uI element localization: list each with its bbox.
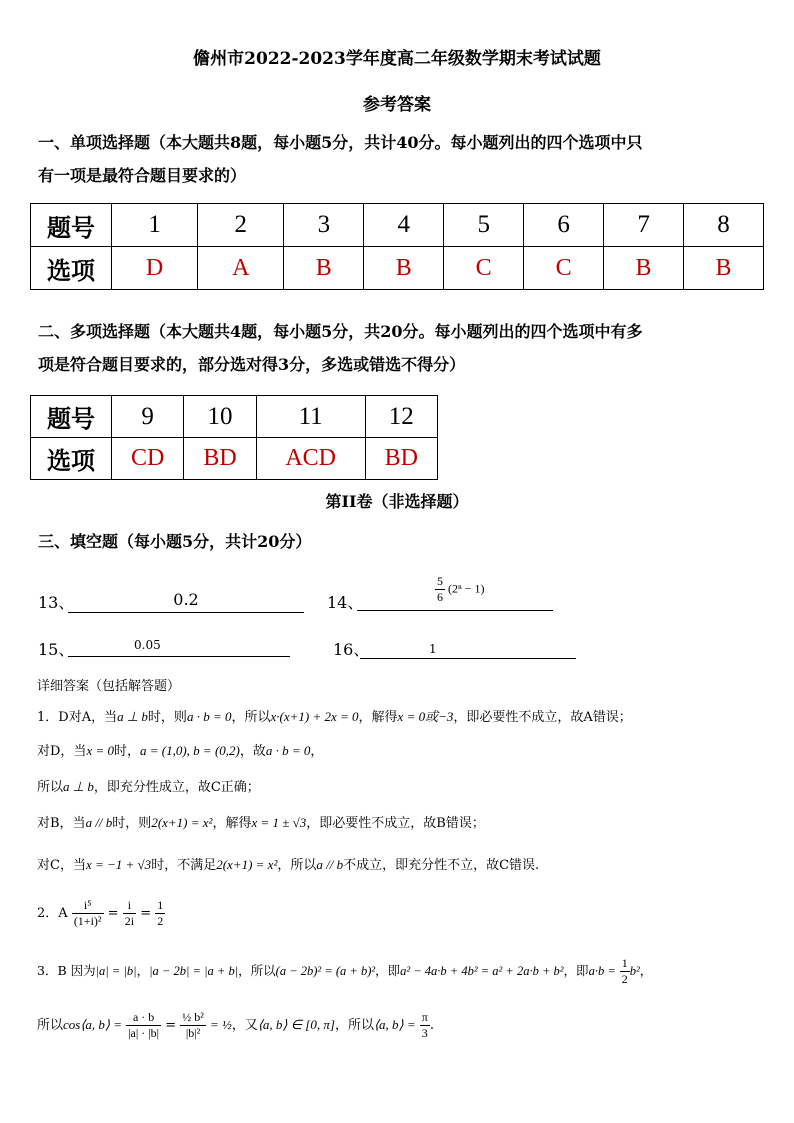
question-number: 4 <box>364 204 444 247</box>
section3-heading: 三、填空题（每小题5分，共计20分） <box>38 532 312 551</box>
fraction-numerator: a · b <box>126 1010 161 1026</box>
fraction <box>620 956 630 987</box>
answer-choice: BD <box>184 438 256 480</box>
fill-answer-16-value: 1 <box>429 642 437 656</box>
section1-heading-line1: 一、单项选择题（本大题共8题，每小题5分，共计40分。每小题列出的四个选项中只 <box>38 133 643 152</box>
fraction-numerator: ½ b² <box>182 1010 204 1024</box>
text: 不成立，即充分性不立，故C错误. <box>343 858 540 873</box>
answer-choice: B <box>604 247 684 290</box>
section1-answer-table <box>30 203 764 290</box>
text: 对B，当 <box>37 816 86 831</box>
question-number: 8 <box>684 204 764 247</box>
text: 1．D对A，当 <box>37 710 118 725</box>
comma: ， <box>639 963 653 978</box>
detail-line-8 <box>37 1010 767 1041</box>
text: ，所以 <box>277 858 317 873</box>
section1-heading <box>38 126 763 192</box>
answer-choice: BD <box>365 438 437 480</box>
equation: a // b <box>316 857 344 872</box>
equation: a // b <box>85 815 113 830</box>
fraction <box>126 1010 161 1041</box>
text: ，解得 <box>358 710 398 725</box>
section2-answer-table <box>30 395 438 480</box>
text: ，所以 <box>231 710 271 725</box>
expression: (2ⁿ − 1) <box>448 581 485 596</box>
fill-answer-14-expr <box>435 574 485 605</box>
equation: (a − 2b)² = (a + b)² <box>275 964 376 978</box>
text: ，又 <box>231 1018 258 1033</box>
equation: cos⟨a, b⟩ = <box>63 1017 123 1032</box>
fraction-numerator: π <box>421 1010 428 1024</box>
detail-line-6 <box>37 898 767 929</box>
text: 3．B 因为 <box>37 963 96 978</box>
text: ， <box>136 963 150 978</box>
fill-answer-15-value: 0.05 <box>134 638 161 652</box>
equation: 2(x+1) = x² <box>151 815 213 830</box>
fill-label-15: 15、 <box>38 640 75 659</box>
section2-answer-row <box>31 438 438 480</box>
section1-number-row <box>31 204 764 247</box>
equation: ⟨a, b⟩ ∈ [0, π] <box>257 1017 335 1032</box>
detail-line-3 <box>37 776 767 795</box>
page-title: 儋州市2022-2023学年度高二年级数学期末考试试题 <box>193 49 601 69</box>
fraction <box>180 1010 206 1041</box>
fraction-denominator: 6 <box>437 590 443 604</box>
equation: x = 0或−3 <box>397 709 454 724</box>
equation: a·b = <box>588 964 616 978</box>
equation: b² <box>629 964 640 978</box>
equation: a = (1,0), b = (0,2) <box>140 743 240 758</box>
answer-choice: B <box>284 247 364 290</box>
text: ，即充分性成立，故C正确； <box>93 780 260 795</box>
fraction-denominator: |a| · |b| <box>128 1026 160 1040</box>
fraction-numerator: 1 <box>157 898 164 912</box>
question-number: 9 <box>112 396 184 438</box>
row-label-answer: 选项 <box>31 438 112 480</box>
text: ，即 <box>563 963 589 978</box>
fill-answer-15 <box>68 634 290 657</box>
fraction-denominator: 3 <box>421 1026 428 1040</box>
page-subtitle: 参考答案 <box>363 95 431 115</box>
equals-sign: = <box>165 1018 177 1033</box>
detail-line-1 <box>37 706 767 725</box>
text: 2．A <box>37 906 68 921</box>
question-number: 10 <box>184 396 256 438</box>
text: ，即必要性不成立，故A错误； <box>453 710 632 725</box>
equation: = ½ <box>210 1017 232 1032</box>
equation: x·(x+1) + 2x = 0 <box>270 709 359 724</box>
equation: a ⊥ b <box>63 779 94 794</box>
fraction-numerator: 5 <box>437 574 443 588</box>
fill-label-16: 16、 <box>333 640 370 659</box>
text: ，即 <box>375 963 401 978</box>
section2-heading-line2: 项是符合题目要求的，部分选对得3分，多选或错选不得分） <box>38 355 466 374</box>
section2-number-row <box>31 396 438 438</box>
equation: a · b = 0 <box>186 709 232 724</box>
fill-label-13: 13、 <box>38 593 75 612</box>
answer-choice: B <box>364 247 444 290</box>
equation: a² − 4a·b + 4b² = a² + 2a·b + b² <box>400 964 564 978</box>
fraction <box>72 898 104 929</box>
equation: ⟨a, b⟩ = <box>373 1017 416 1032</box>
text: ，解得 <box>212 816 252 831</box>
text: 对C，当 <box>37 858 86 873</box>
text: ，故 <box>239 744 266 759</box>
equation: a ⊥ b <box>117 709 148 724</box>
question-number: 2 <box>198 204 284 247</box>
fraction-denominator: |b|² <box>185 1026 201 1040</box>
fraction-denominator: (1+i)² <box>73 914 102 928</box>
equation: x = −1 + √3 <box>85 857 152 872</box>
fraction-denominator: 2 <box>157 914 164 928</box>
equation: 2(x+1) = x² <box>216 857 278 872</box>
equation: x = 0 <box>86 743 114 758</box>
answer-choice: A <box>198 247 284 290</box>
row-label-number: 题号 <box>31 204 112 247</box>
text: 时，则 <box>147 710 187 725</box>
fraction-numerator: i <box>123 898 136 914</box>
fraction-denominator: 2i <box>124 914 135 928</box>
fill-label-14: 14、 <box>327 593 364 612</box>
answer-choice: C <box>444 247 524 290</box>
question-number: 6 <box>524 204 604 247</box>
text: 所以 <box>37 1018 64 1033</box>
text: 时，则 <box>112 816 152 831</box>
equals-sign: = <box>140 906 152 921</box>
answer-choice: D <box>112 247 198 290</box>
fraction <box>435 574 445 605</box>
fraction-denominator: 2 <box>621 972 628 986</box>
equation: x = 1 ± √3 <box>251 815 307 830</box>
fraction <box>123 898 136 929</box>
section2-heading-line1: 二、多项选择题（本大题共4题，每小题5分，共20分。每小题列出的四个选项中有多 <box>38 322 643 341</box>
text: ，即必要性不成立，故B错误； <box>306 816 485 831</box>
detail-line-5 <box>37 854 767 873</box>
fill-answer-14 <box>357 572 553 611</box>
answer-choice: B <box>684 247 764 290</box>
text: 时， <box>113 744 140 759</box>
question-number: 3 <box>284 204 364 247</box>
text: ，所以 <box>334 1018 374 1033</box>
equation: a · b = 0 <box>265 743 311 758</box>
detail-line-4 <box>37 812 767 831</box>
question-number: 11 <box>256 396 365 438</box>
section1-answer-row <box>31 247 764 290</box>
fraction <box>155 898 165 929</box>
text: 所以 <box>37 780 64 795</box>
text: 对D，当 <box>37 744 87 759</box>
equation: |a − 2b| = |a + b| <box>149 964 239 978</box>
equation: |a| = |b| <box>95 964 137 978</box>
section2-heading <box>38 315 763 381</box>
fraction <box>420 1010 430 1041</box>
question-number: 1 <box>112 204 198 247</box>
fraction-numerator: 1 <box>621 956 628 970</box>
row-label-number: 题号 <box>31 396 112 438</box>
answer-choice: CD <box>112 438 184 480</box>
question-number: 5 <box>444 204 524 247</box>
detail-line-2 <box>37 740 767 759</box>
fill-answer-13: 0.2 <box>68 590 304 613</box>
answer-choice: ACD <box>256 438 365 480</box>
part2-title: 第II卷（非选择题） <box>325 492 469 511</box>
text: ，所以 <box>238 963 276 978</box>
details-heading: 详细答案（包括解答题） <box>37 679 181 694</box>
detail-line-7 <box>37 956 767 987</box>
answer-choice: C <box>524 247 604 290</box>
row-label-answer: 选项 <box>31 247 112 290</box>
period: . <box>429 1018 434 1033</box>
section1-heading-line2: 有一项是最符合题目要求的） <box>38 166 247 185</box>
text: 时，不满足 <box>151 858 217 873</box>
question-number: 7 <box>604 204 684 247</box>
fraction-numerator: i⁵ <box>72 898 104 914</box>
fill-answer-16 <box>360 638 576 659</box>
question-number: 12 <box>365 396 437 438</box>
text: ， <box>310 744 324 759</box>
equals-sign: = <box>107 906 119 921</box>
